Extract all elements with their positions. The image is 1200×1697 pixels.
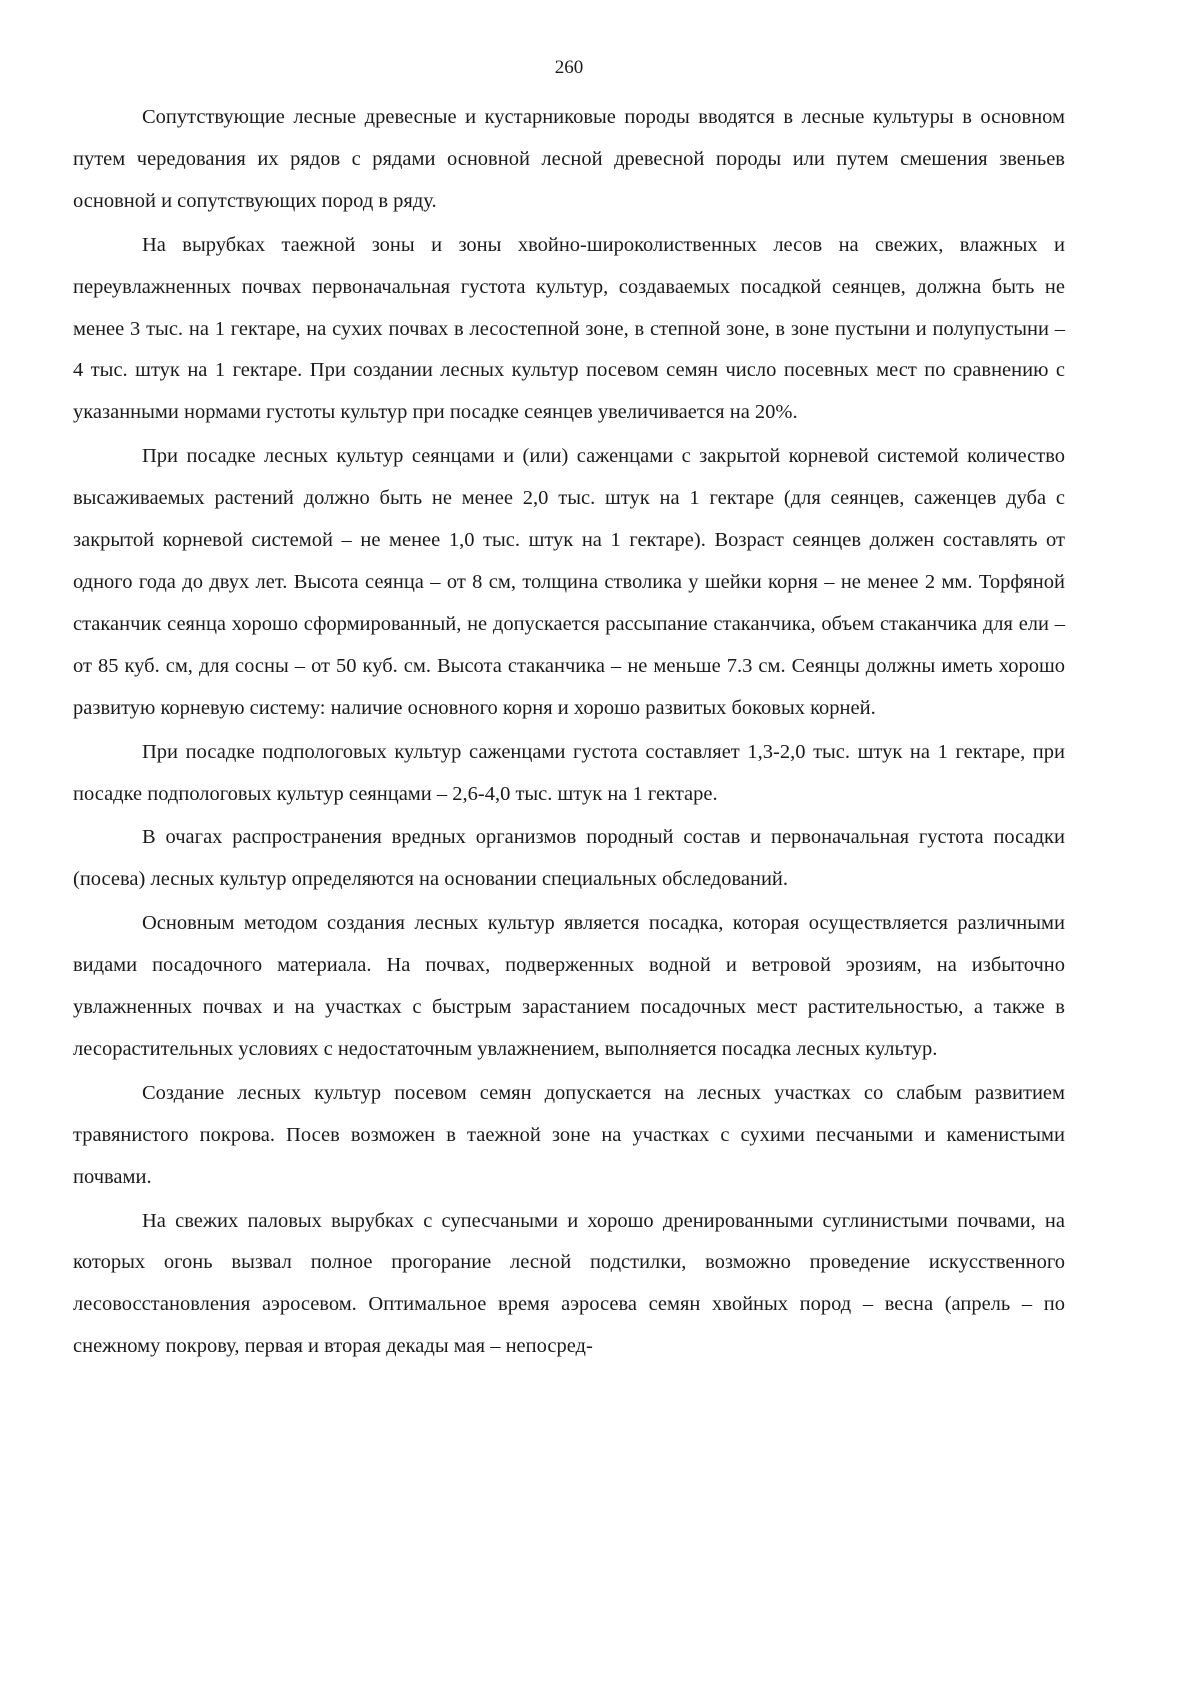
paragraph-5: В очагах распространения вредных организмов породный состав и первоначальная густота посадки (посева) лесных культур определяются на основании специальных обследований. [73, 826, 1065, 891]
paragraph-3: При посадке лесных культур сеянцами и (или) саженцами с закрытой корневой системой количество высаживаемых растений должно быть не менее 2,0 тыс. штук на 1 гектаре (для сеянцев, саженцев дуба с закрытой корневой системой – не менее 1,0 тыс. штук на 1 гектаре). Возраст сеянцев должен составлять от одного года до двух лет. Высота сеянца – от 8 см, толщина стволика у шейки корня – не менее 2 мм. Торфяной стаканчик сеянца хорошо сформированный, не допускается рассыпание стаканчика, объем стаканчика для ели – от 85 куб. см, для сосны – от 50 куб. см. Высота стаканчика – не меньше 7.3 см. Сеянцы должны иметь хорошо развитую корневую систему: наличие основного корня и хорошо развитых боковых корней. [73, 445, 1065, 719]
paragraph-2: На вырубках таежной зоны и зоны хвойно-широколиственных лесов на свежих, влажных и переувлажненных почвах первоначальная густота культур, создаваемых посадкой сеянцев, должна быть не менее 3 тыс. на 1 гектаре, на сухих почвах в лесостепной зоне, в степной зоне, в зоне пустыни и полупустыни – 4 тыс. штук на 1 гектаре. При создании лесных культур посевом семян число посевных мест по сравнению с указанными нормами густоты культур при посадке сеянцев увеличивается на 20%. [73, 233, 1065, 424]
paragraph-8: На свежих паловых вырубках с супесчаными и хорошо дренированными суглинистыми почвами, на которых огонь вызвал полное прогорание лесной подстилки, возможно проведение искусственного лесовосстановления аэросевом. Оптимальное время аэросева семян хвойных пород – весна (апрель – по снежному покрову, первая и вторая декады мая – непосред- [73, 1209, 1065, 1358]
paragraph-1: Сопутствующие лесные древесные и кустарниковые породы вводятся в лесные культуры в основном путем чередования их рядов с рядами основной лесной древесной породы или путем смешения звеньев основной и сопутствующих пород в ряду. [73, 106, 1065, 212]
body-text [73, 97, 1065, 1368]
paragraph-6: Основным методом создания лесных культур является посадка, которая осуществляется различными видами посадочного материала. На почвах, подверженных водной и ветровой эрозиям, на избыточно увлажненных почвах и на участках с быстрым зарастанием посадочных мест растительностью, а также в лесорастительных условиях с недостаточным увлажнением, выполняется посадка лесных культур. [73, 912, 1065, 1060]
paragraph-7: Создание лесных культур посевом семян допускается на лесных участках со слабым развитием травянистого покрова. Посев возможен в таежной зоне на участках с сухими песчаными и каменистыми почвами. [73, 1081, 1065, 1188]
page-number: 260 [554, 57, 584, 78]
paragraph-4: При посадке подпологовых культур саженцами густота составляет 1,3-2,0 тыс. штук на 1 гектаре, при посадке подпологовых культур сеянцами – 2,6-4,0 тыс. штук на 1 гектаре. [73, 740, 1065, 805]
